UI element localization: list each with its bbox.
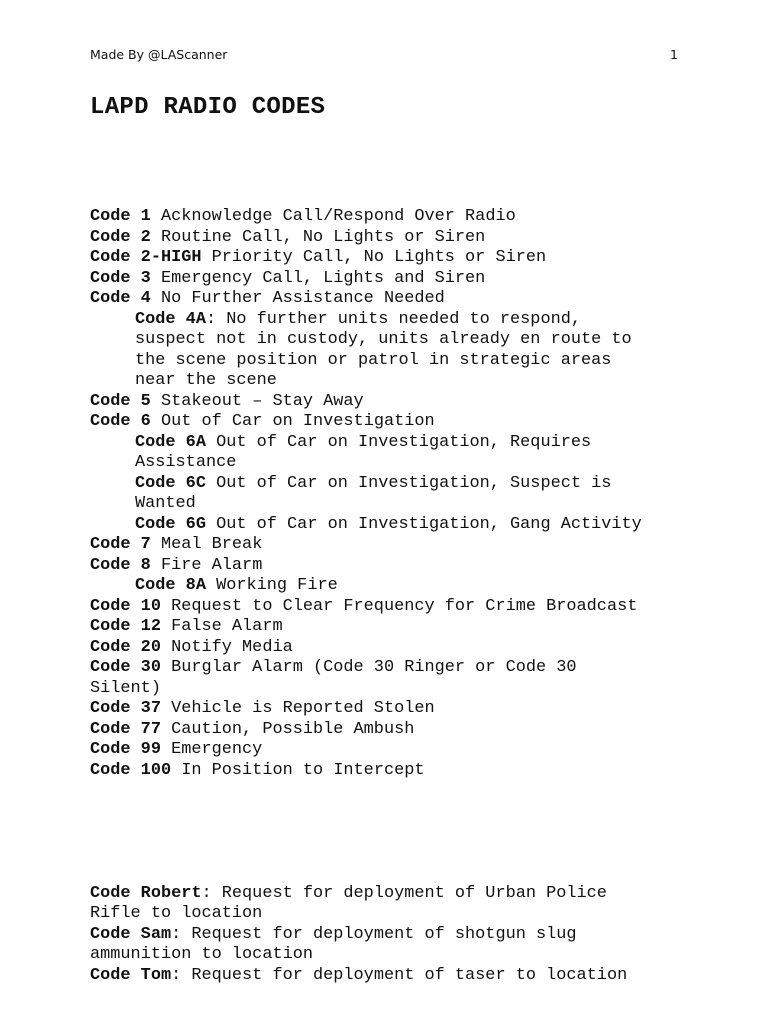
code-line <box>90 228 690 249</box>
code-line <box>90 576 690 597</box>
page-number: 1 <box>670 47 678 62</box>
code-description: Acknowledge Call/Respond Over Radio <box>150 207 516 226</box>
code-label: Code 100 <box>90 760 172 780</box>
code-line <box>90 310 690 331</box>
code-label: Code 2-HIGH <box>90 248 202 267</box>
code-description: suspect not in custody, units already en route to <box>135 330 632 349</box>
code-line <box>90 925 690 946</box>
code-label: Code 99 <box>90 740 161 759</box>
code-line <box>90 720 690 741</box>
code-description: Emergency Call, Lights and Siren <box>150 268 486 288</box>
code-description: Working Fire <box>205 576 338 595</box>
code-line <box>90 966 690 987</box>
code-label: Code 8 <box>90 555 151 575</box>
code-label: Code Tom <box>90 965 172 985</box>
code-label: Code 6C <box>135 473 206 493</box>
code-label: Code 4A <box>135 309 206 329</box>
code-description: Priority Call, No Lights or Siren <box>201 248 547 267</box>
code-description: the scene position or patrol in strategic areas <box>135 350 612 370</box>
code-label: Code 5 <box>90 391 151 411</box>
code-line <box>90 679 690 700</box>
code-description: Caution, Possible Ambush <box>160 719 415 739</box>
code-line <box>90 474 690 495</box>
code-line <box>90 740 690 761</box>
code-label: Code 6 <box>90 412 151 431</box>
section-spacer <box>90 822 690 843</box>
code-description: Stakeout – Stay Away <box>150 391 364 411</box>
code-description: near the scene <box>135 371 277 390</box>
code-line <box>90 207 690 228</box>
code-description: Out of Car on Investigation <box>150 412 435 431</box>
code-label: Code 2 <box>90 227 151 247</box>
code-line <box>90 453 690 474</box>
code-label: Code 20 <box>90 637 161 657</box>
code-line <box>90 392 690 413</box>
code-label: Code 30 <box>90 658 161 677</box>
code-line <box>90 945 690 966</box>
code-line <box>90 597 690 618</box>
author-credit: Made By @LAScanner <box>90 47 228 62</box>
code-line <box>90 617 690 638</box>
code-description: Vehicle is Reported Stolen <box>160 699 435 718</box>
code-label: Code 37 <box>90 699 161 718</box>
code-label: Code 4 <box>90 289 151 308</box>
code-description: No Further Assistance Needed <box>150 289 445 308</box>
code-description: Notify Media <box>160 637 293 657</box>
code-description: Routine Call, No Lights or Siren <box>150 227 486 247</box>
code-description: : No further units needed to respond, <box>205 309 581 329</box>
code-description: Request to Clear Frequency for Crime Broadcast <box>160 596 638 616</box>
code-label: Code 77 <box>90 719 161 739</box>
code-label: Code Robert <box>90 883 202 903</box>
code-description: Silent) <box>90 678 161 698</box>
code-line <box>90 515 690 536</box>
code-label: Code Sam <box>90 924 172 944</box>
code-description: ammunition to location <box>90 945 313 964</box>
code-label: Code 6A <box>135 432 206 452</box>
code-line <box>90 535 690 556</box>
code-description: Out of Car on Investigation, Requires <box>205 432 592 452</box>
code-label: Code 6G <box>135 514 206 534</box>
code-line <box>90 412 690 433</box>
code-line <box>90 658 690 679</box>
code-description: : Request for deployment of shotgun slug <box>171 924 577 944</box>
code-description: Fire Alarm <box>150 555 263 575</box>
code-line <box>90 433 690 454</box>
main-codes-section <box>90 207 690 781</box>
code-label: Code 12 <box>90 617 161 636</box>
code-line <box>90 351 690 372</box>
code-line <box>90 289 690 310</box>
code-description: Wanted <box>135 494 196 513</box>
code-description: Emergency <box>160 740 263 759</box>
code-line <box>90 330 690 351</box>
deployment-codes-section <box>90 884 690 987</box>
code-line <box>90 248 690 269</box>
page-title: LAPD RADIO CODES <box>90 94 326 121</box>
code-line <box>90 494 690 515</box>
code-label: Code 7 <box>90 535 151 554</box>
code-line <box>90 638 690 659</box>
code-label: Code 1 <box>90 207 151 226</box>
code-line <box>90 904 690 925</box>
code-line <box>90 761 690 782</box>
code-description: In Position to Intercept <box>171 760 425 780</box>
code-description: : Request for deployment of Urban Police <box>201 883 607 903</box>
code-description: Out of Car on Investigation, Suspect is <box>205 473 612 493</box>
code-label: Code 3 <box>90 268 151 288</box>
code-line <box>90 699 690 720</box>
code-line <box>90 269 690 290</box>
code-description: Burglar Alarm (Code 30 Ringer or Code 30 <box>160 658 577 677</box>
code-line <box>90 884 690 905</box>
code-line <box>90 556 690 577</box>
code-description: Meal Break <box>150 535 263 554</box>
code-label: Code 10 <box>90 596 161 616</box>
radio-codes-list <box>90 166 690 1027</box>
code-description: : Request for deployment of taser to location <box>171 965 628 985</box>
code-description: False Alarm <box>160 617 283 636</box>
code-description: Assistance <box>135 453 237 472</box>
code-description: Out of Car on Investigation, Gang Activity <box>205 514 642 534</box>
code-description: Rifle to location <box>90 904 263 923</box>
code-label: Code 8A <box>135 576 206 595</box>
code-line <box>90 371 690 392</box>
